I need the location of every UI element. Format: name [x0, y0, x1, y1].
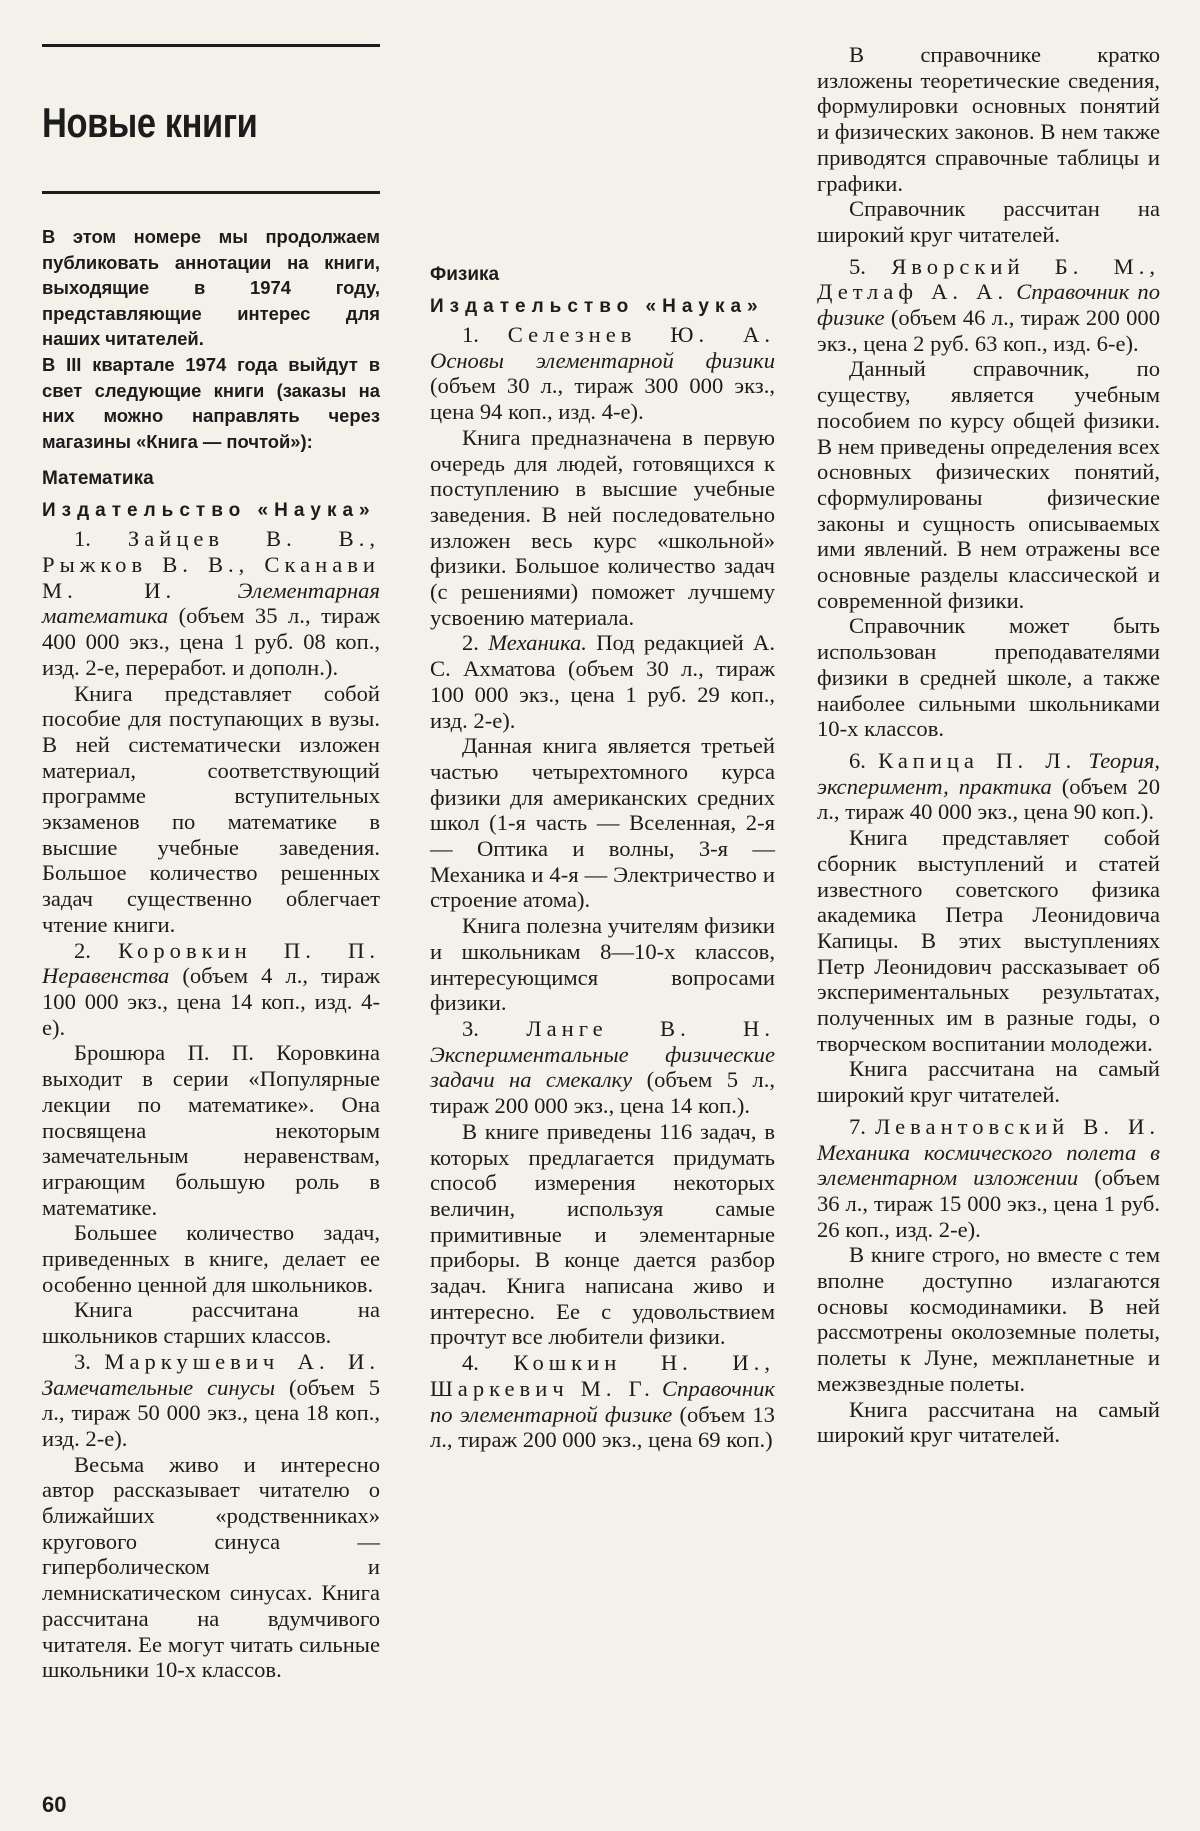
book-details: (объем 30 л., тираж 100 000 экз., цена 1 руб. 29 коп., изд. 2-е). — [430, 656, 776, 733]
book-annotation: Справочник рассчитан на широкий круг читателей. — [817, 196, 1160, 247]
book-title: Замечательные синусы — [42, 1374, 276, 1400]
title-top-rule — [42, 44, 380, 47]
book-authors: Кошкин Н. И., Шаркевич М. Г. — [430, 1350, 775, 1401]
book-annotation: В справочнике кратко изложены теоретические сведения, формулировки основных понятий и физических законов. В нем также приводятся справочные таблицы и графики. — [817, 42, 1160, 196]
book-authors: Зайцев В. В., Рыжков В. В., Сканави М. И. — [42, 526, 381, 603]
book-annotation: Книга рассчитана на самый широкий круг читателей. — [817, 1396, 1160, 1448]
section-heading-math: Математика — [42, 468, 154, 490]
book-authors: Яворский Б. М., Детлаф А. А. — [817, 253, 1161, 305]
title-bottom-rule — [42, 191, 380, 194]
book-details: (объем 4 л., тираж 100 000 экз., цена 14 коп., изд. 4-е). — [42, 963, 380, 1040]
book-details: (объем 35 л., тираж 400 000 экз., цена 1 руб. 08 коп., изд. 2-е, переработ. и дополн.). — [42, 603, 380, 680]
book-entry: 3. Ланге В. Н. Экспериментальные физические задачи на смекалку (объем 5 л., тираж 200 000 экз., цена 14 коп.). — [430, 1015, 775, 1119]
book-authors: Левантовский В. И. — [874, 1113, 1160, 1139]
book-title: Справочник по физике — [817, 279, 1161, 331]
book-title: Основы элементарной физики — [430, 347, 775, 373]
book-annotation: Книга представляет собой пособие для поступающих в вузы. В ней систематически изложен материал, соответствующий программе вступительных экзаменов по математике в высшие учебные заведения. Большое количество решенных задач существенно облегчает чтение книги. — [42, 680, 380, 937]
book-annotation: Весьма живо и интересно автор рассказывает читателю о ближайших «родственниках» кругового синуса — гиперболическом и лемнискатическом синусах. Книга рассчитана на вдумчивого читателя. Ее могут читать сильные школьники 10-х классов. — [42, 1451, 380, 1683]
intro-paragraph: В этом номере мы продолжаем публиковать аннотации на книги, выходящие в 1974 году, представляющие интерес для наших читателей. — [42, 226, 380, 350]
book-entry: 5. Яворский Б. М., Детлаф А. А. Справочник по физике (объем 46 л., тираж 200 000 экз., цена 2 руб. 63 коп., изд. 6-е). — [817, 253, 1161, 356]
book-annotation: Данная книга является третьей частью четырехтомного курса физики для американских средних школ (1-я часть — Вселенная, 2-я — Оптика и волны, 3-я — Механика и 4-я — Электричество и строение атома). — [430, 733, 775, 913]
intro-block — [42, 224, 380, 454]
section-heading-physics: Физика — [430, 264, 500, 285]
book-details: (объем 36 л., тираж 15 000 экз., цена 1 руб. 26 коп., изд. 2-е). — [817, 1165, 1160, 1242]
book-entry: 1. Зайцев В. В., Рыжков В. В., Сканави М. И. Элементарная математика (объем 35 л., тираж 400 000 экз., цена 1 руб. 08 коп., изд. 2-е, переработ. и дополн.). — [42, 526, 381, 680]
page-number: 60 — [42, 1792, 67, 1817]
book-entry: 6. Капица П. Л. Теория, эксперимент, практика (объем 20 л., тираж 40 000 экз., цена 90 коп.). — [817, 747, 1160, 825]
continued-text-space — [430, 42, 775, 250]
book-details: (объем 20 л., тираж 40 000 экз., цена 90 коп.). — [817, 773, 1160, 825]
book-annotation: Справочник может быть использован преподавателями физики в средней школе, а также наиболее сильными школьниками 10-х классов. — [817, 613, 1160, 742]
column-3 — [817, 42, 1160, 1448]
column-1 — [42, 40, 380, 1683]
book-annotation: Книга рассчитана на самый широкий круг читателей. — [817, 1056, 1160, 1108]
book-title: Механика космического полета в элементарном изложении — [817, 1139, 1160, 1191]
book-entry: 4. Кошкин Н. И., Шаркевич М. Г. Справочник по элементарной физике (объем 13 л., тираж 200 000 экз., цена 69 коп.) — [430, 1350, 775, 1453]
book-authors: Коровкин П. П. — [118, 937, 380, 963]
book-entry: 1. Селезнев Ю. А. Основы элементарной физики (объем 30 л., тираж 300 000 экз., цена 94 коп., изд. 4-е). — [430, 322, 775, 425]
book-annotation: Книга рассчитана на школьников старших классов. — [42, 1297, 380, 1349]
book-annotation: В книге приведены 116 задач, в которых предлагается придумать способ измерения некоторых величин, используя самые примитивные и элементарные приборы. В конце дается разбор задач. Книга написана живо и интересно. Ее с удовольствием прочтут все любители физики. — [430, 1118, 775, 1350]
book-title: Справочник по элементарной физике — [430, 1375, 775, 1427]
book-details: (объем 5 л., тираж 200 000 экз., цена 14 коп.). — [430, 1067, 775, 1119]
book-annotation: В книге строго, но вместе с тем вполне доступно излагаются основы космодинамики. В ней рассмотрены околоземные полеты, полеты к Луне, межпланетные и межзвездные полеты. — [817, 1242, 1160, 1396]
intro-paragraph: В III квартале 1974 года выйдут в свет следующие книги (заказы на них можно направлять через магазины «Книга — почтой»): — [42, 353, 380, 452]
book-entry: 2. Механика. Под редакцией А. С. Ахматова (объем 30 л., тираж 100 000 экз., цена 1 руб. 29 коп., изд. 2-е). — [430, 630, 776, 733]
page-title: Новые книги — [42, 99, 258, 146]
book-annotation: Книга предназначена в первую очередь для людей, готовящихся к поступлению в высшие учебные заведения. В ней последовательно изложен весь курс «школьной» физики. Большое количество задач (с решениями) поможет лучшему усвоению материала. — [430, 424, 775, 630]
book-annotation: Брошюра П. П. Коровкина выходит в серии «Популярные лекции по математике». Она посвящена некоторым замечательным неравенствам, играющим большую роль в математике. — [42, 1040, 380, 1220]
book-title: Неравенства — [42, 963, 170, 989]
book-details: (объем 5 л., тираж 50 000 экз., цена 18 коп., изд. 2-е). — [42, 1374, 380, 1451]
book-details: (объем 13 л., тираж 200 000 экз., цена 69 коп.) — [430, 1401, 775, 1453]
book-editor: Под редакцией А. С. Ахматова — [430, 630, 775, 682]
book-authors: Ланге В. Н. — [526, 1015, 775, 1041]
book-annotation: Данный справочник, по существу, является учебным пособием по курсу общей физики. В нем приведены определения всех основных физических понятий, сформулированы физические законы и сущность описываемых ими явлений. В нем отражены все основные разделы классической и современной физики. — [817, 356, 1160, 613]
book-title: Экспериментальные физические задачи на смекалку — [430, 1041, 775, 1093]
book-annotation: Книга полезна учителям физики и школьникам 8—10-х классов, интересующимся вопросами физики. — [430, 913, 775, 1016]
book-entry: 2. Коровкин П. П. Неравенства (объем 4 л., тираж 100 000 экз., цена 14 коп., изд. 4-е). — [42, 937, 380, 1040]
book-entry: 7. Левантовский В. И. Механика космического полета в элементарном изложении (объем 36 л., тираж 15 000 экз., цена 1 руб. 26 коп., изд. 2-е). — [817, 1113, 1160, 1242]
publisher-heading: Издательство «Наука» — [42, 500, 376, 522]
book-title: Механика. — [488, 630, 587, 656]
book-title: Теория, эксперимент, практика — [817, 747, 1160, 799]
book-entry: 3. Маркушевич А. И. Замечательные синусы (объем 5 л., тираж 50 000 экз., цена 18 коп., изд. 2-е). — [42, 1348, 380, 1451]
publisher-heading: Издательство «Наука» — [430, 296, 764, 317]
book-authors: Маркушевич А. И. — [104, 1348, 380, 1374]
book-authors: Капица П. Л. — [878, 747, 1077, 773]
book-details: (объем 46 л., тираж 200 000 экз., цена 2 руб. 63 коп., изд. 6-е). — [817, 305, 1160, 356]
book-annotation: Книга представляет собой сборник выступлений и статей известного советского физика академика Петра Леонидовича Капицы. В этих выступлениях Петр Леонидович рассказывает об экспериментальных результатах, полученных им в разные годы, о творческом воспитании молодежи. — [817, 825, 1160, 1056]
book-details: (объем 30 л., тираж 300 000 экз., цена 94 коп., изд. 4-е). — [430, 373, 775, 425]
column-2 — [430, 42, 775, 1453]
book-annotation: Большее количество задач, приведенных в книге, делает ее особенно ценной для школьников. — [42, 1220, 380, 1297]
book-title: Элементарная математика — [42, 577, 380, 629]
book-authors: Селезнев Ю. А. — [507, 322, 775, 347]
